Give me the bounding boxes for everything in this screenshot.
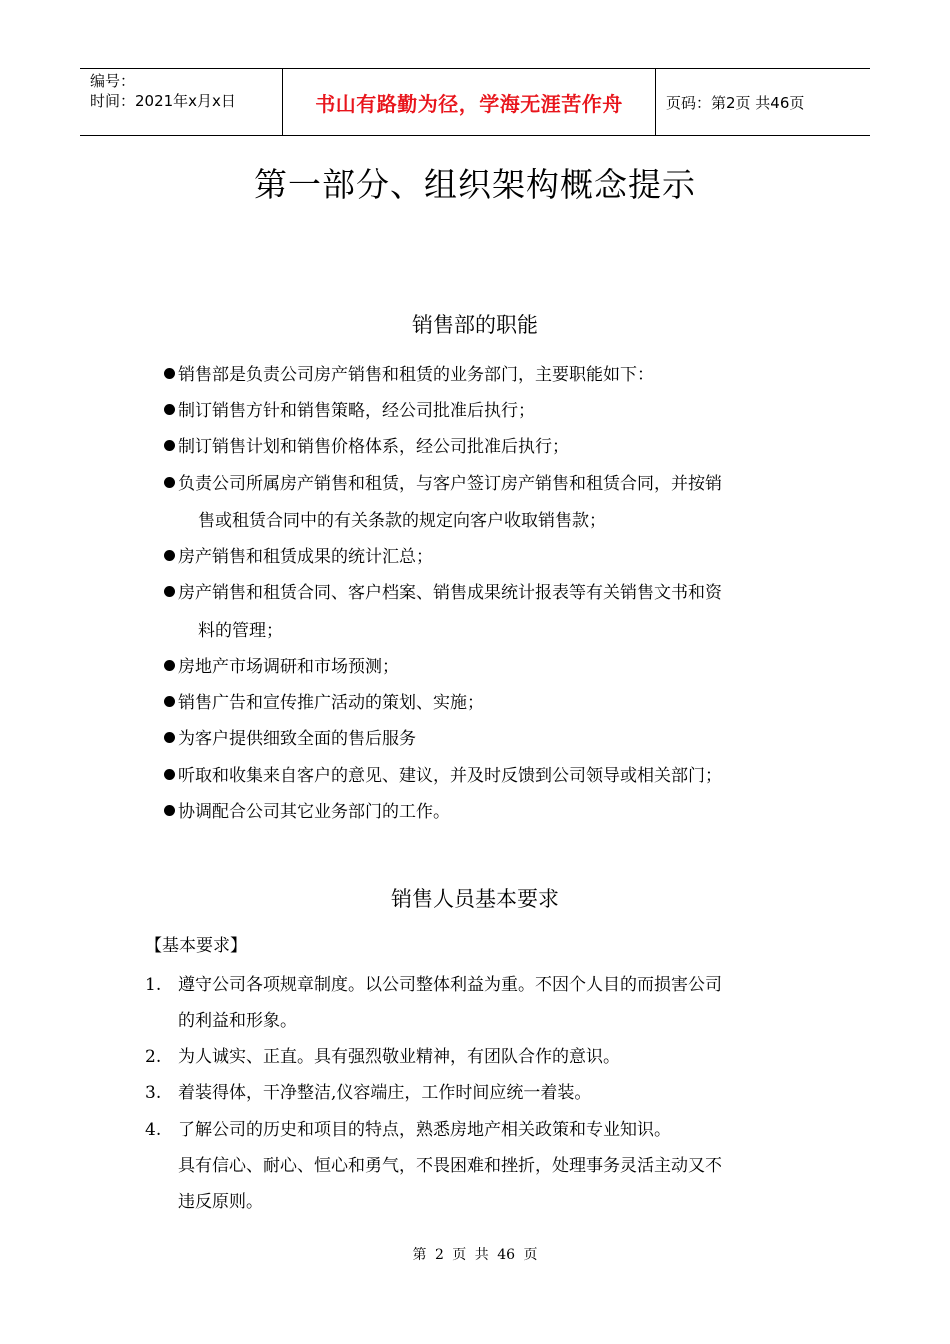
page-footer: 第 2 页 共 46 页 [412,1247,538,1263]
bullet-icon [164,769,175,780]
list-number: 4. [145,1120,162,1140]
list-item: 负责公司所属房产销售和租赁，与客户签订房产销售和租赁合同，并按销 [164,472,722,496]
bullet-icon [164,440,175,451]
list-item: 为人诚实、正直。具有强烈敬业精神，有团队合作的意识。 [178,1047,620,1067]
subheading-basic-requirements: 【基本要求】 [145,936,247,956]
list-item: 制订销售计划和销售价格体系，经公司批准后执行； [164,435,569,459]
list-item: 了解公司的历史和项目的特点，熟悉房地产相关政策和专业知识。 [178,1120,671,1140]
list-item: 着装得体，干净整洁,仪容端庄，工作时间应统一着装。 [178,1083,592,1103]
list-item-continuation: 的利益和形象。 [178,1011,297,1031]
header-page-info: 页码：第2页 共46页 [666,93,805,112]
header-motto: 书山有路勤为径，学海无涯苦作舟 [282,69,656,135]
header-meta [80,69,282,135]
bullet-icon [164,660,175,671]
list-item-continuation: 违反原则。 [178,1192,263,1212]
list-item: 协调配合公司其它业务部门的工作。 [164,800,450,824]
list-number: 3. [145,1083,162,1103]
list-item: 销售部是负责公司房产销售和租赁的业务部门，主要职能如下： [164,363,654,387]
list-item: 房产销售和租赁成果的统计汇总； [164,545,433,569]
bullet-icon [164,586,175,597]
bullet-icon [164,732,175,743]
bullet-icon [164,805,175,816]
section-title-sales-functions: 销售部的职能 [412,313,538,337]
page-title: 第一部分、组织架构概念提示 [254,165,696,204]
list-item: 为客户提供细致全面的售后服务 [164,727,416,751]
list-item: 房产销售和租赁合同、客户档案、销售成果统计报表等有关销售文书和资 [164,581,722,605]
document-date: 时间：2021年x月x日 [90,92,236,110]
list-item: 房地产市场调研和市场预测； [164,655,399,679]
page-header [80,68,870,136]
bullet-icon [164,368,175,379]
list-item: 销售广告和宣传推广活动的策划、实施； [164,691,484,715]
document-number-label: 编号： [90,72,136,90]
section-title-sales-staff-requirements: 销售人员基本要求 [391,887,559,911]
list-item-continuation: 料的管理； [198,621,283,641]
list-item: 听取和收集来自客户的意见、建议，并及时反馈到公司领导或相关部门； [164,764,722,788]
bullet-icon [164,550,175,561]
bullet-icon [164,696,175,707]
list-item-continuation: 售或租赁合同中的有关条款的规定向客户收取销售款； [198,511,606,531]
list-item: 遵守公司各项规章制度。以公司整体利益为重。不因个人目的而损害公司 [178,975,722,995]
list-number: 1. [145,975,162,995]
bullet-icon [164,477,175,488]
list-number: 2. [145,1047,162,1067]
list-item: 制订销售方针和销售策略，经公司批准后执行； [164,399,535,423]
list-item-continuation: 具有信心、耐心、恒心和勇气，不畏困难和挫折，处理事务灵活主动又不 [178,1156,722,1176]
bullet-icon [164,404,175,415]
